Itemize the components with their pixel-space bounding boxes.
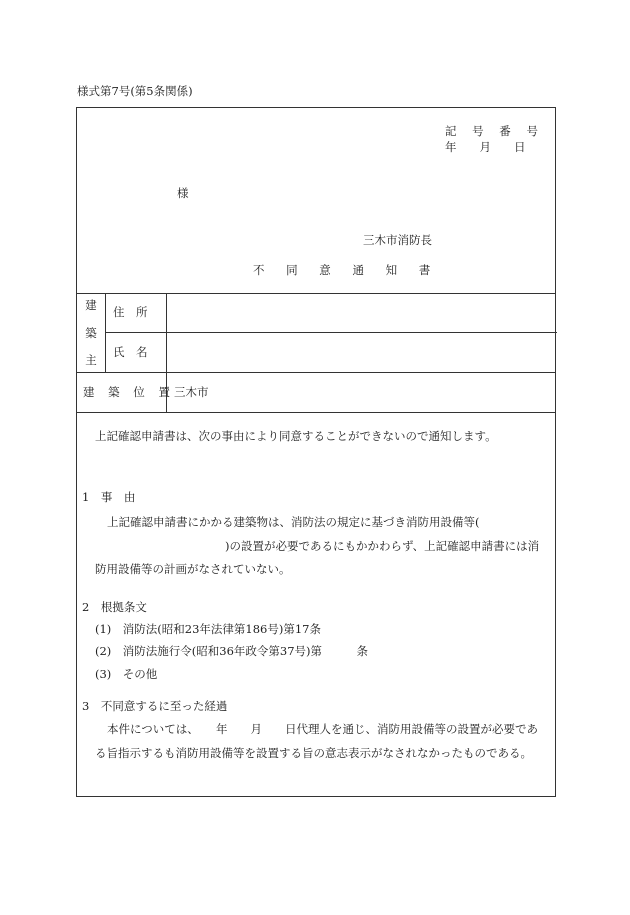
date-line: 年 月 日 (445, 140, 526, 154)
section2-item-1: (1) 消防法(昭和23年法律第186号)第17条 (95, 622, 321, 636)
section2-heading: 2 根拠条文 (82, 600, 147, 614)
record-number-text: 記 号 番 号 (445, 124, 544, 138)
owner-group-char-1: 建 (85, 298, 97, 312)
section1-heading: 1 事 由 (82, 490, 136, 504)
section3-line1: 本件については、 年 月 日代理人を通じ、消防用設備等の設置が必要であ (107, 722, 539, 736)
section1-line1: 上記確認申請書にかかる建築物は、消防法の規定に基づき消防用設備等( (107, 515, 480, 529)
section3-line2: る旨指示するも消防用設備等を設置する旨の意志表示がなされなかったものである。 (95, 746, 532, 760)
address-label: 住 所 (113, 305, 148, 319)
location-label-text: 建 築 位 置 (83, 385, 175, 399)
section1-line2: )の設置が必要であるにもかかわらず、上記確認申請書には消 (225, 539, 540, 553)
issuer-name: 三木市消防長 (363, 233, 432, 247)
header-divider (77, 293, 555, 294)
location-divider (77, 412, 555, 413)
document-title-text: 不 同 意 通 知 書 (253, 263, 440, 277)
document-title (253, 265, 439, 277)
record-number-label (445, 126, 544, 138)
owner-group-char-3: 主 (85, 353, 97, 367)
owner-group-char-2: 築 (85, 326, 97, 340)
notice-intro: 上記確認申請書は、次の事由により同意することができないので通知します。 (95, 429, 497, 443)
section2-item-3: (3) その他 (95, 667, 158, 681)
section3-heading: 3 不同意するに至った経過 (82, 699, 228, 713)
name-label: 氏 名 (113, 345, 148, 359)
location-value[interactable]: 三木市 (174, 385, 209, 399)
owner-block-divider (77, 372, 555, 373)
notice-form-frame (76, 107, 556, 797)
location-label (83, 387, 175, 399)
owner-row-divider (105, 332, 557, 333)
addressee-suffix: 様 (177, 186, 189, 200)
form-number-label: 様式第7号(第5条関係) (77, 84, 193, 98)
section1-line3: 防用設備等の計画がなされていない。 (95, 562, 291, 576)
section2-item-2: (2) 消防法施行令(昭和36年政令第37号)第 条 (95, 644, 369, 658)
